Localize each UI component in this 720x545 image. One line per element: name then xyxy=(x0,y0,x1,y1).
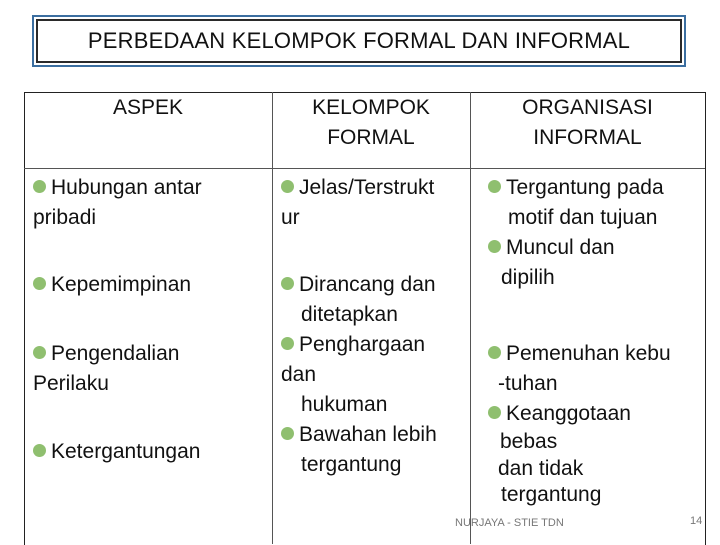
aspek-hubungan-l2: pribadi xyxy=(33,206,97,229)
bullet-icon xyxy=(33,444,46,457)
header-aspek xyxy=(24,93,272,123)
aspek-kepemimpinan xyxy=(33,270,191,300)
header-kelompok-formal xyxy=(272,93,470,153)
aspek-pengendalian-l1: Pengendalian xyxy=(51,342,180,365)
header-formal-line1: KELOMPOK xyxy=(312,96,430,119)
formal-penghargaan-l1: Penghargaan xyxy=(299,333,426,356)
aspek-hubungan xyxy=(33,173,202,233)
aspek-ketergantungan-label: Ketergantungan xyxy=(51,440,201,463)
formal-dirancang-l2: ditetapkan xyxy=(301,303,398,326)
bullet-icon xyxy=(488,180,501,193)
aspek-kepemimpinan-label: Kepemimpinan xyxy=(51,273,192,296)
aspek-pengendalian xyxy=(33,339,179,399)
informal-keanggotaan-l3: dan tidak xyxy=(498,457,584,480)
footer-source: NURJAYA - STIE TDN xyxy=(455,517,564,529)
title-box xyxy=(36,19,682,63)
header-organisasi-informal xyxy=(470,93,705,153)
bullet-icon xyxy=(33,346,46,359)
informal-keanggotaan-l2: bebas xyxy=(500,430,558,453)
formal-dirancang-l1: Dirancang dan xyxy=(299,273,436,296)
formal-jelas-l1: Jelas/Terstrukt xyxy=(299,176,435,199)
informal-pemenuhan-l2: -tuhan xyxy=(498,372,558,395)
header-divider xyxy=(24,168,705,169)
formal-penghargaan-l2: dan xyxy=(281,363,317,386)
aspek-pengendalian-l2: Perilaku xyxy=(33,372,109,395)
informal-keanggotaan-l4: tergantung xyxy=(501,483,602,506)
column-divider xyxy=(272,92,273,544)
aspek-hubungan-l1: Hubungan antar xyxy=(51,176,202,199)
informal-tergantung-l1: Tergantung pada xyxy=(506,176,664,199)
column-divider xyxy=(470,92,471,544)
informal-tergantung-l2: motif dan tujuan xyxy=(508,206,658,229)
bullet-icon xyxy=(33,277,46,290)
bullet-icon xyxy=(488,346,501,359)
page-title: PERBEDAAN KELOMPOK FORMAL DAN INFORMAL xyxy=(87,28,631,53)
informal-pemenuhan xyxy=(488,339,671,507)
header-formal-line2: FORMAL xyxy=(327,126,415,149)
formal-dirancang xyxy=(281,270,437,480)
formal-jelas-l2: ur xyxy=(281,206,300,229)
bullet-icon xyxy=(33,180,46,193)
bullet-icon xyxy=(281,180,294,193)
informal-keanggotaan-l1: Keanggotaan xyxy=(506,402,631,425)
informal-muncul-l1: Muncul dan xyxy=(506,236,615,259)
bullet-icon xyxy=(281,427,294,440)
bullet-icon xyxy=(488,240,501,253)
header-informal-line1: ORGANISASI xyxy=(522,96,653,119)
bullet-icon xyxy=(281,277,294,290)
formal-penghargaan-l3: hukuman xyxy=(301,393,388,416)
informal-muncul-l2: dipilih xyxy=(501,266,555,289)
informal-pemenuhan-l1: Pemenuhan kebu xyxy=(506,342,671,365)
bullet-icon xyxy=(281,337,294,350)
formal-bawahan-l1: Bawahan lebih xyxy=(299,423,437,446)
header-informal-line2: INFORMAL xyxy=(533,126,642,149)
aspek-ketergantungan xyxy=(33,437,200,467)
header-aspek-label: ASPEK xyxy=(112,96,184,119)
formal-bawahan-l2: tergantung xyxy=(301,453,402,476)
formal-jelas xyxy=(281,173,434,233)
page-number: 14 xyxy=(690,515,703,527)
informal-tergantung xyxy=(488,173,664,293)
bullet-icon xyxy=(488,406,501,419)
